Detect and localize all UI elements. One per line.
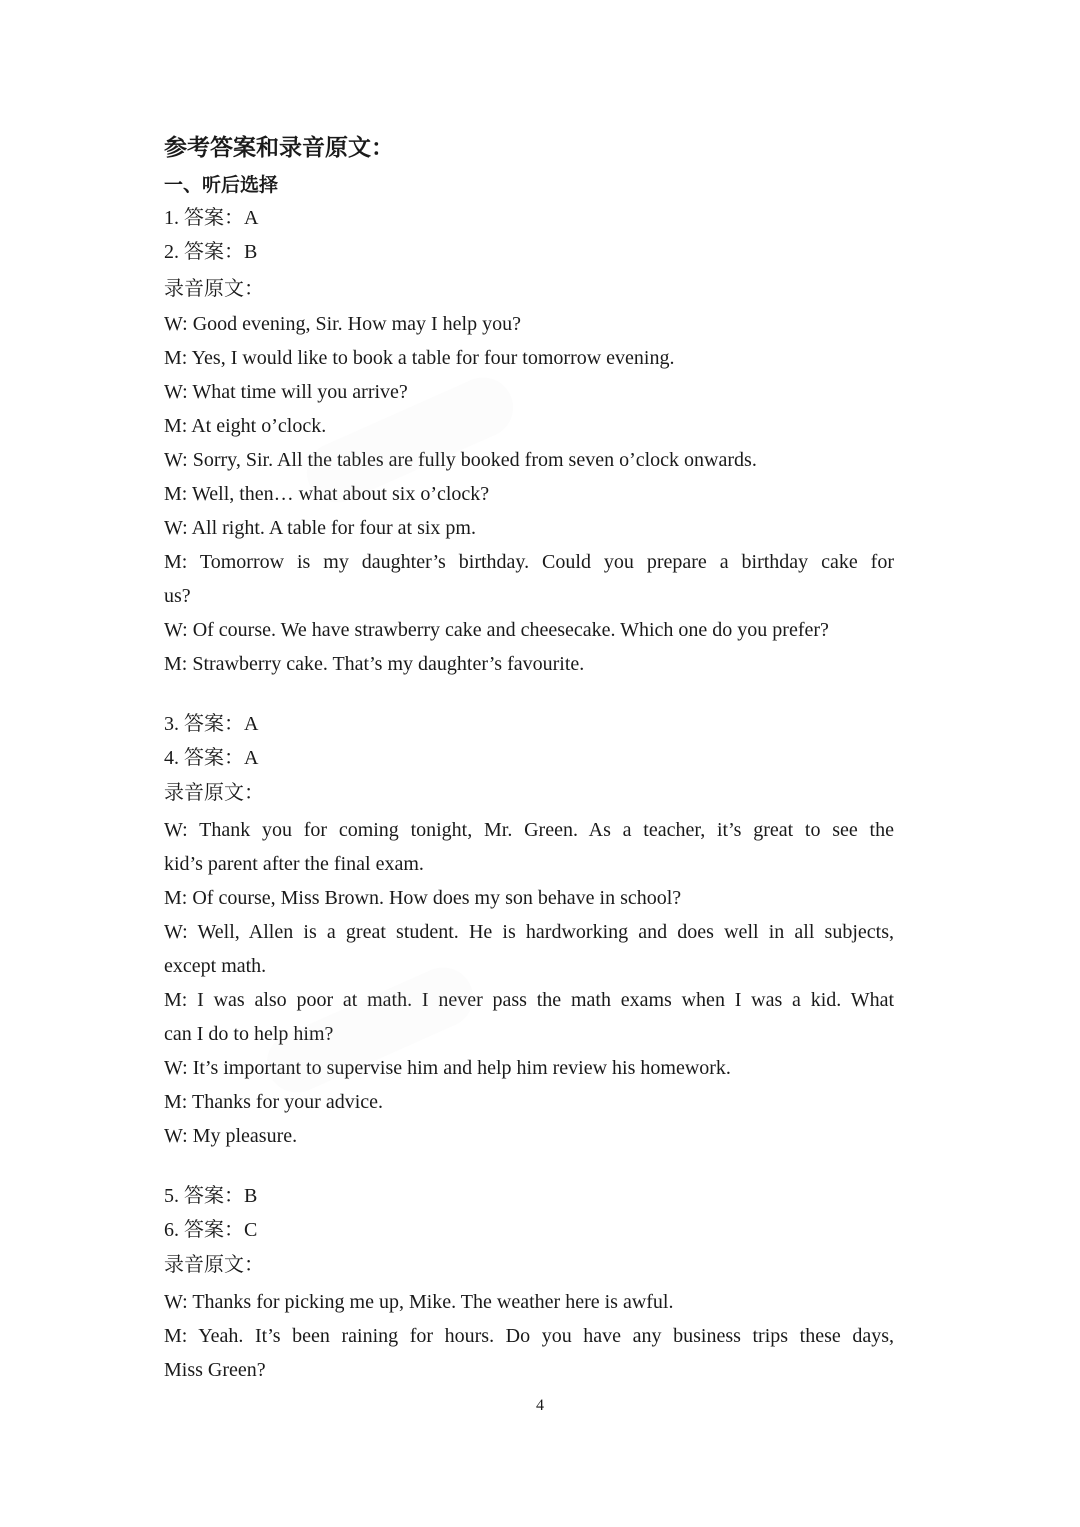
dialogue-line: M: Tomorrow is my daughter’s birthday. Could you prepare a birthday cake for <box>164 551 894 573</box>
dialogue-line: us? <box>164 585 191 607</box>
transcript-label: 录音原文： <box>164 1254 264 1276</box>
answer-5: 5. 答案：B <box>164 1185 258 1207</box>
answer-4: 4. 答案：A <box>164 747 259 769</box>
dialogue-line: W: Well, Allen is a great student. He is hardworking and does well in all subjects, <box>164 921 894 943</box>
page-number: 4 <box>536 1397 544 1414</box>
dialogue-line: M: Well, then… what about six o’clock? <box>164 483 490 505</box>
transcript-label: 录音原文： <box>164 278 264 300</box>
dialogue-line: W: What time will you arrive? <box>164 381 408 403</box>
dialogue-line: M: Of course, Miss Brown. How does my son behave in school? <box>164 887 682 909</box>
dialogue-line: M: I was also poor at math. I never pass the math exams when I was a kid. What <box>164 989 894 1011</box>
dialogue-line: W: Thank you for coming tonight, Mr. Green. As a teacher, it’s great to see the <box>164 819 894 841</box>
dialogue-line: M: Yes, I would like to book a table for four tomorrow evening. <box>164 347 675 369</box>
dialogue-line: can I do to help him? <box>164 1023 334 1045</box>
dialogue-line: W: All right. A table for four at six pm. <box>164 517 476 539</box>
dialogue-line: W: Thanks for picking me up, Mike. The weather here is awful. <box>164 1291 674 1313</box>
dialogue-line: kid’s parent after the final exam. <box>164 853 424 875</box>
dialogue-line: Miss Green? <box>164 1359 266 1381</box>
dialogue-line: W: It’s important to supervise him and help him review his homework. <box>164 1057 731 1079</box>
dialogue-line: except math. <box>164 955 267 977</box>
dialogue-line: W: Good evening, Sir. How may I help you? <box>164 313 521 335</box>
dialogue-line: M: Thanks for your advice. <box>164 1091 384 1113</box>
dialogue-line: M: Strawberry cake. That’s my daughter’s favourite. <box>164 653 585 675</box>
section-heading: 一、听后选择 <box>164 174 279 196</box>
page-heading: 参考答案和录音原文： <box>164 135 394 161</box>
answer-1: 1. 答案：A <box>164 207 259 229</box>
answer-3: 3. 答案：A <box>164 713 259 735</box>
dialogue-line: W: Of course. We have strawberry cake and cheesecake. Which one do you prefer? <box>164 619 829 641</box>
dialogue-line: M: At eight o’clock. <box>164 415 327 437</box>
dialogue-line: W: My pleasure. <box>164 1125 298 1147</box>
transcript-label: 录音原文： <box>164 782 264 804</box>
answer-6: 6. 答案：C <box>164 1219 258 1241</box>
dialogue-line: W: Sorry, Sir. All the tables are fully booked from seven o’clock onwards. <box>164 449 757 471</box>
dialogue-line: M: Yeah. It’s been raining for hours. Do you have any business trips these days, <box>164 1325 894 1347</box>
answer-2: 2. 答案：B <box>164 241 258 263</box>
